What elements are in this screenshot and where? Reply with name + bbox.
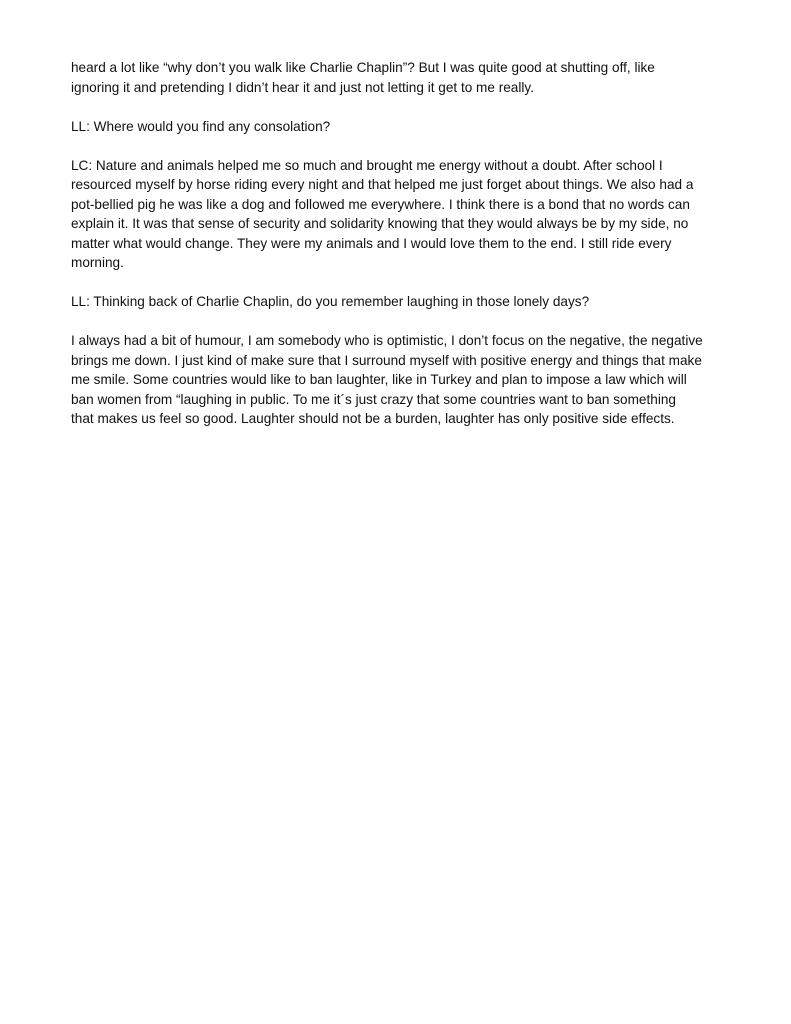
text-line: pot-bellied pig he was like a dog and followed me everywhere. I think there is a bond that no words can (71, 196, 690, 212)
text-line: me smile. Some countries would like to ban laughter, like in Turkey and plan to impose a law which will (71, 372, 687, 387)
text-line: explain it. It was that sense of security and solidarity knowing that they would always be by my side, no (71, 216, 689, 231)
paragraph-question-consolation (71, 117, 731, 137)
text-line: ban women from “laughing in public. To me it´s just crazy that some countries want to ban something (71, 391, 676, 407)
text-line: LL: Where would you find any consolation? (71, 118, 331, 134)
paragraph-question-laughing (71, 292, 731, 312)
text-line: that makes us feel so good. Laughter should not be a burden, laughter has only positive side effects. (71, 411, 675, 426)
text-line: matter what would change. They were my animals and I would love them to the end. I still ride every (71, 235, 672, 251)
document-body (71, 58, 731, 448)
paragraph-narrative (71, 58, 731, 97)
text-line: morning. (71, 255, 124, 270)
text-line: ignoring it and pretending I didn’t hear it and just not letting it get to me really. (71, 79, 534, 95)
text-line: LL: Thinking back of Charlie Chaplin, do you remember laughing in those lonely days? (71, 294, 590, 309)
text-line: resourced myself by horse riding every night and that helped me just forget about things. We also had a (71, 177, 694, 192)
paragraph-answer-humour (71, 331, 731, 429)
paragraph-answer-nature (71, 156, 731, 273)
text-line: I always had a bit of humour, I am somebody who is optimistic, I don’t focus on the negative, the negative (71, 333, 703, 348)
text-line: LC: Nature and animals helped me so much and brought me energy without a doubt. After school I (71, 157, 663, 173)
text-line: heard a lot like “why don’t you walk like Charlie Chaplin”? But I was quite good at shutting off, like (71, 60, 655, 75)
text-line: brings me down. I just kind of make sure that I surround myself with positive energy and things that make (71, 352, 702, 368)
